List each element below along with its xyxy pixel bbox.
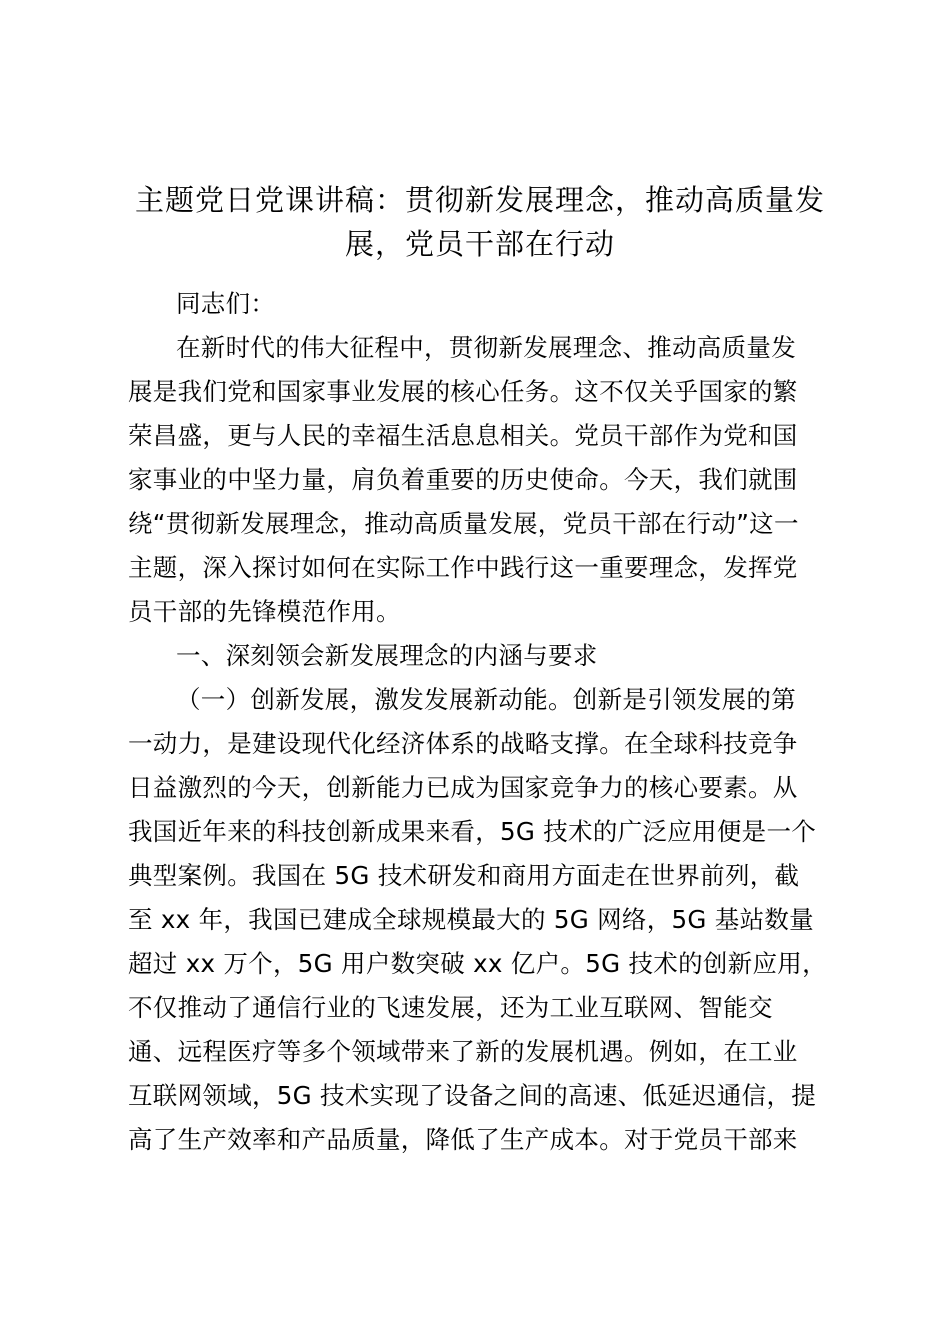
paragraph-line: 不仅推动了通信行业的飞速发展，还为工业互联网、智能交 (128, 993, 773, 1022)
paragraph-line: 典型案例。我国在 5G 技术研发和商用方面走在世界前列，截 (128, 861, 800, 890)
paragraph-line: 一动力，是建设现代化经济体系的战略支撑。在全球科技竞争 (128, 729, 798, 758)
paragraph-line: 日益激烈的今天，创新能力已成为国家竞争力的核心要素。从 (128, 773, 798, 802)
paragraph-line: 通、远程医疗等多个领域带来了新的发展机遇。例如，在工业 (128, 1037, 798, 1066)
document-body (128, 282, 832, 1162)
document-title (128, 178, 832, 266)
paragraph-line: 在新时代的伟大征程中，贯彻新发展理念、推动高质量发 (176, 333, 796, 362)
paragraph-line: 互联网领域，5G 技术实现了设备之间的高速、低延迟通信，提 (128, 1081, 817, 1110)
salutation: 同志们： (176, 289, 276, 318)
paragraph-line: 员干部的先锋模范作用。 (128, 597, 401, 626)
section-heading: 一、深刻领会新发展理念的内涵与要求 (176, 641, 598, 670)
paragraph-line: 至 xx 年，我国已建成全球规模最大的 5G 网络，5G 基站数量 (128, 905, 814, 934)
paragraph-line: 家事业的中坚力量，肩负着重要的历史使命。今天，我们就围 (128, 465, 798, 494)
title-line-1: 主题党日党课讲稿：贯彻新发展理念，推动高质量发 (134, 183, 825, 217)
paragraph-line: 超过 xx 万个，5G 用户数突破 xx 亿户。5G 技术的创新应用， (128, 949, 827, 978)
paragraph-line: 我国近年来的科技创新成果来看，5G 技术的广泛应用便是一个 (128, 817, 817, 846)
paragraph-line: 荣昌盛，更与人民的幸福生活息息相关。党员干部作为党和国 (128, 421, 798, 450)
paragraph-line: 主题，深入探讨如何在实际工作中践行这一重要理念，发挥党 (128, 553, 798, 582)
paragraph-line: 绕“贯彻新发展理念，推动高质量发展，党员干部在行动”这一 (128, 509, 799, 538)
title-line-2: 展，党员干部在行动 (344, 227, 615, 261)
paragraph-line: 展是我们党和国家事业发展的核心任务。这不仅关乎国家的繁 (128, 377, 798, 406)
paragraph-line: 高了生产效率和产品质量，降低了生产成本。对于党员干部来 (128, 1125, 798, 1154)
paragraph-line: （一）创新发展，激发发展新动能。创新是引领发展的第 (176, 685, 796, 714)
